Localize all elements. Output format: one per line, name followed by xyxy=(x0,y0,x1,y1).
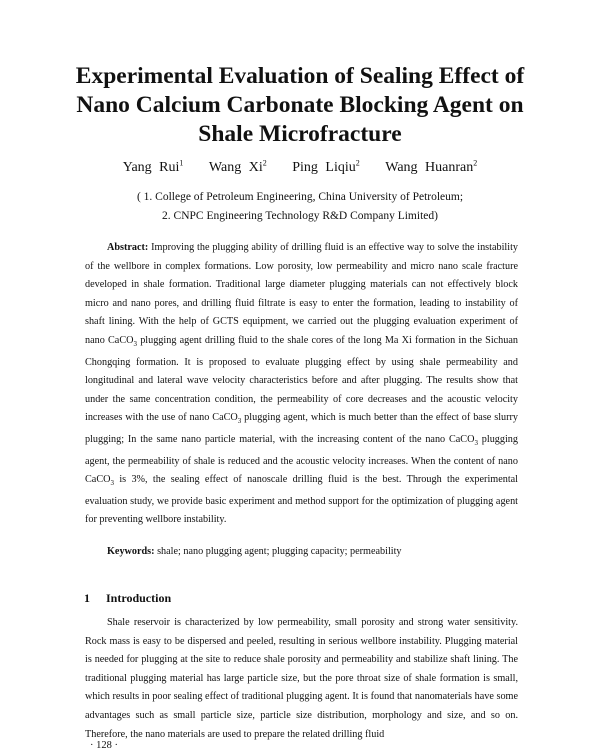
title-line: Nano Calcium Carbonate Blocking Agent on xyxy=(76,92,524,118)
affiliation-line: ( 1. College of Petroleum Engineering, China University of Petroleum; xyxy=(136,191,464,203)
author: Ping Liqiu$^2$ xyxy=(292,158,360,175)
section-body xyxy=(85,614,518,744)
page-number: · 128 · xyxy=(90,740,118,751)
abstract-label: Abstract: xyxy=(107,242,149,253)
author: Yang Rui$^1$ xyxy=(122,158,184,175)
paper-title xyxy=(40,62,560,149)
section-heading xyxy=(84,591,171,606)
affiliation-line: 2. CNPC Engineering Technology R&D Company Limited) xyxy=(162,210,438,222)
author: Wang Huanran$^2$ xyxy=(385,158,478,175)
author-list xyxy=(0,158,600,176)
abstract: Abstract: Improving the plugging ability of drilling fluid is an effective way to solve the instability of the wellbore in complex formations. Low porosity, low permeability and micro nano scale fracture developed in shale formation. Traditional large diameter plugging materials can not effectively block micro and nano pores, and drilling fluid filtrate is easy to enter the formation, leading to instability of shaft lining. With the help of GCTS equipment, we carried out the plugging evaluation experiment of nano CaCO$_3$ plugging agent drilling fluid to the shale cores of the long Ma Xi formation in the Sichuan Chongqing formation. It is proposed to evaluate plugging effect by using shale permeability and longitudinal and lateral wave velocity characteristics before and after plugging. The results show that under the same concentration condition, the permeability of core decreases and the acoustic velocity increases with the use of nano CaCO$_3$ plugging agent, which is much better than the effect of base slurry plugging; In the same nano particle material, with the increasing content of the nano CaCO$_3$ plugging agent, the permeability of shale is reduced and the acoustic velocity increases. When the content of nano CaCO$_3$ is 3%, the sealing effect of nanoscale drilling fluid is the best. Through the experimental evaluation study, we provide basic experiment and method support for the optimization of plugging agent for preventing wellbore instability. xyxy=(85,242,519,526)
keywords-text: shale; nano plugging agent; plugging capacity; permeability xyxy=(154,546,402,557)
keywords-label: Keywords: xyxy=(107,546,155,557)
title-line: Shale Microfracture xyxy=(198,121,402,147)
author: Wang Xi$^2$ xyxy=(208,158,267,175)
affiliations xyxy=(0,188,600,226)
section-number: 1 xyxy=(84,591,90,605)
section-title: Introduction xyxy=(106,591,172,605)
paragraph: Shale reservoir is characterized by low permeability, small porosity and strong water sensitivity. Rock mass is easy to be dispersed and peeled, resulting in serious wellbore instability. Plugging material is needed for plugging at the site to reduce shale porosity and permeability and stabilize shaft lining. The traditional plugging material has large particle size, but the pore throat size of shale formation is small, which results in poor sealing effect of traditional plugging agent. It is found that nanomaterials have some advantages such as small particle size, particle size distribution, morphology and size, and so on. Therefore, the nano materials are used to prepare the related drilling fluid xyxy=(85,617,518,740)
keywords xyxy=(107,546,402,557)
title-line: Experimental Evaluation of Sealing Effect of xyxy=(75,63,525,89)
